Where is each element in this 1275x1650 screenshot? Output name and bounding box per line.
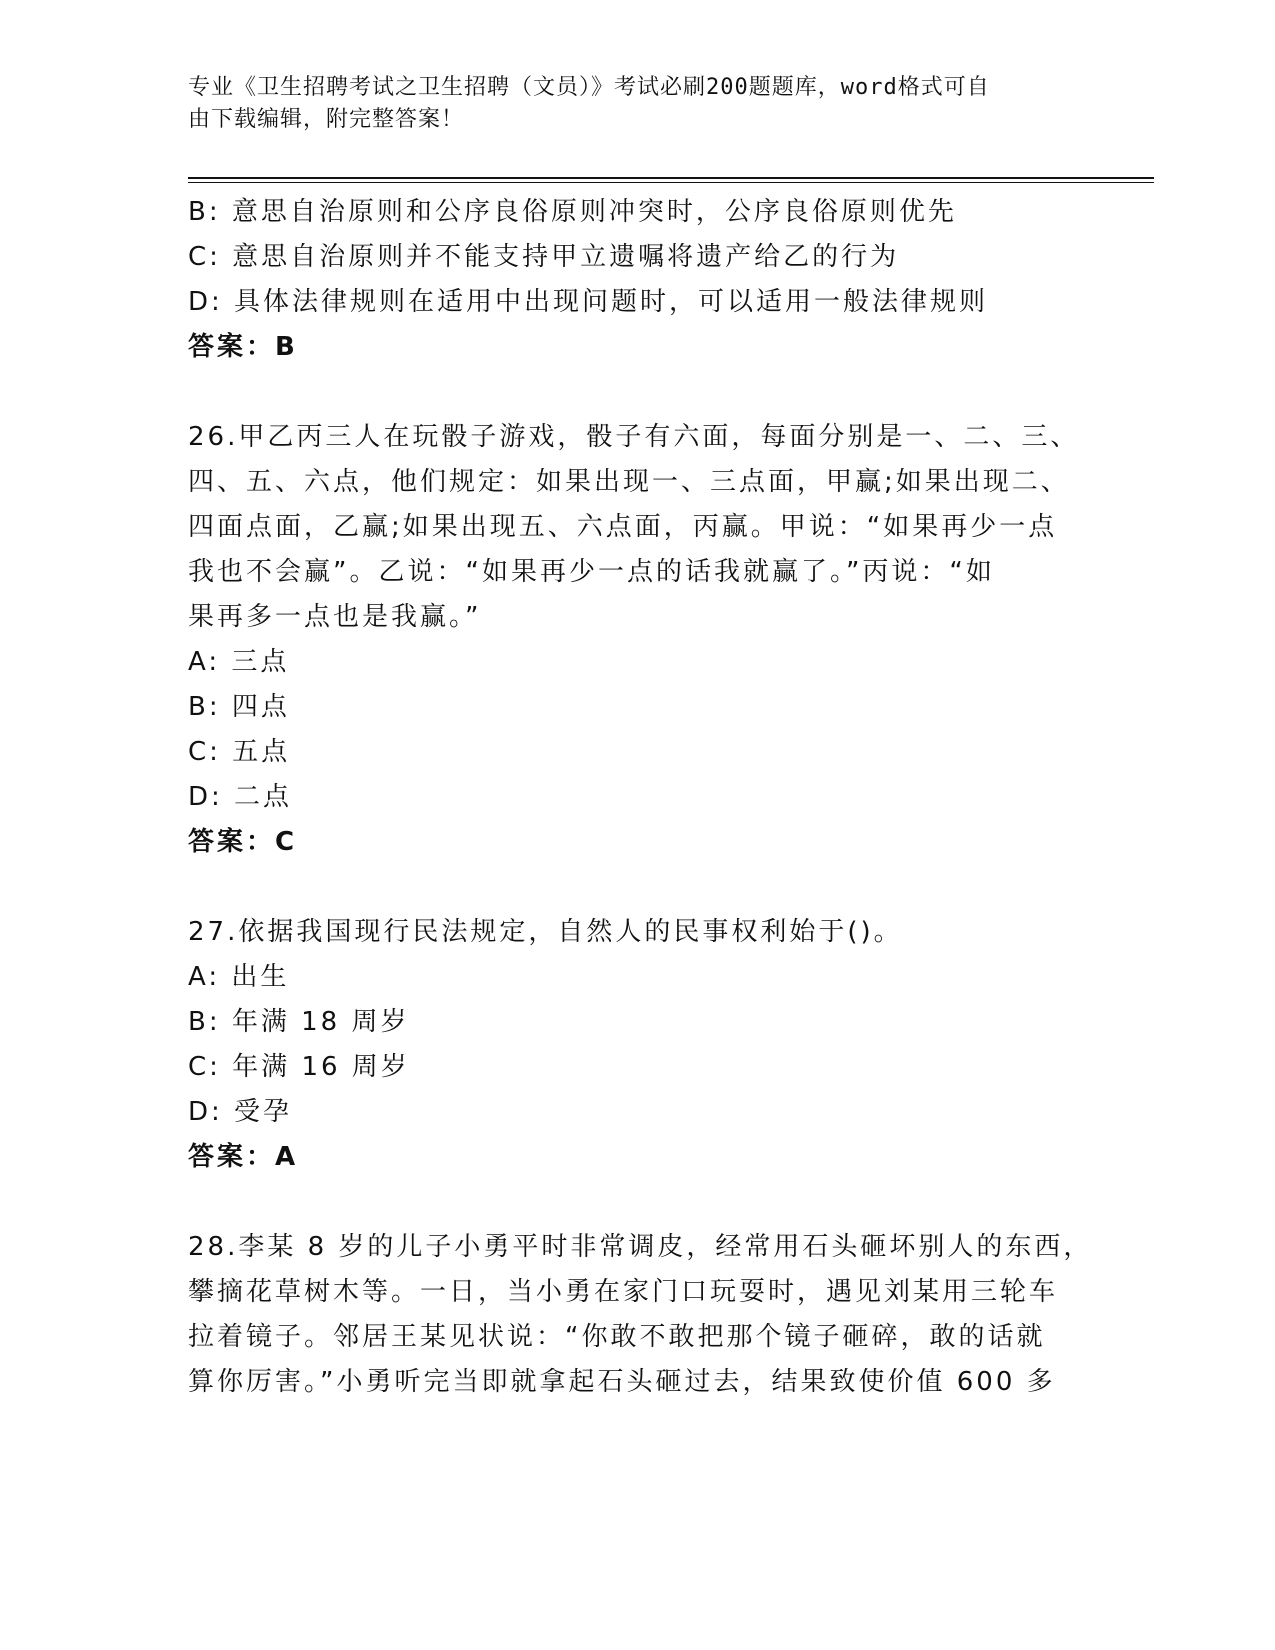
q28-stem-line-1: 28.李某 8 岁的儿子小勇平时非常调皮，经常用石头砸坏别人的东西， xyxy=(188,1232,1093,1262)
question-content xyxy=(188,190,1093,1405)
q25-option-b: B: 意思自治原则和公序良俗原则冲突时，公序良俗原则优先 xyxy=(188,197,957,227)
q26-stem-line-2: 四、五、六点，他们规定：如果出现一、三点面，甲赢;如果出现二、 xyxy=(188,467,1070,497)
q25-answer: 答案：B xyxy=(188,332,298,362)
q27-stem: 27.依据我国现行民法规定，自然人的民事权利始于()。 xyxy=(188,917,903,947)
header-line-2: 由下载编辑，附完整答案！ xyxy=(188,107,465,132)
q27-option-d: D: 受孕 xyxy=(188,1097,293,1127)
q25-option-c: C: 意思自治原则并不能支持甲立遗嘱将遗产给乙的行为 xyxy=(188,242,900,272)
q26-answer: 答案：C xyxy=(188,827,298,857)
spacer xyxy=(188,865,1088,910)
q25-option-d: D: 具体法律规则在适用中出现问题时，可以适用一般法律规则 xyxy=(188,287,989,317)
spacer xyxy=(188,370,1088,415)
document-header xyxy=(188,72,1068,136)
q26-stem-line-4: 我也不会赢”。乙说：“如果再少一点的话我就赢了。”丙说：“如 xyxy=(188,557,995,587)
q27-option-b: B: 年满 18 周岁 xyxy=(188,1007,410,1037)
header-line-1: 专业《卫生招聘考试之卫生招聘（文员）》考试必刷200题题库，word格式可自 xyxy=(188,75,990,100)
q26-stem-line-5: 果再多一点也是我赢。” xyxy=(188,602,482,632)
q28-stem-line-4: 算你厉害。”小勇听完当即就拿起石头砸过去，结果致使价值 600 多 xyxy=(188,1367,1056,1397)
q26-option-a: A: 三点 xyxy=(188,647,290,677)
q28-stem-line-2: 攀摘花草树木等。一日，当小勇在家门口玩耍时，遇见刘某用三轮车 xyxy=(188,1277,1059,1307)
q26-stem-line-3: 四面点面，乙赢;如果出现五、六点面，丙赢。甲说：“如果再少一点 xyxy=(188,512,1058,542)
header-divider-thin xyxy=(188,182,1154,183)
spacer xyxy=(188,1180,1088,1225)
q26-stem-line-1: 26.甲乙丙三人在玩骰子游戏，骰子有六面，每面分别是一、二、三、 xyxy=(188,422,1080,452)
header-divider-thick xyxy=(188,177,1154,179)
q26-option-c: C: 五点 xyxy=(188,737,291,767)
q26-option-d: D: 二点 xyxy=(188,782,293,812)
q28-stem-line-3: 拉着镜子。邻居王某见状说：“你敢不敢把那个镜子砸碎，敢的话就 xyxy=(188,1322,1046,1352)
q26-option-b: B: 四点 xyxy=(188,692,290,722)
q27-answer: 答案：A xyxy=(188,1142,299,1172)
q27-option-a: A: 出生 xyxy=(188,962,290,992)
q27-option-c: C: 年满 16 周岁 xyxy=(188,1052,410,1082)
